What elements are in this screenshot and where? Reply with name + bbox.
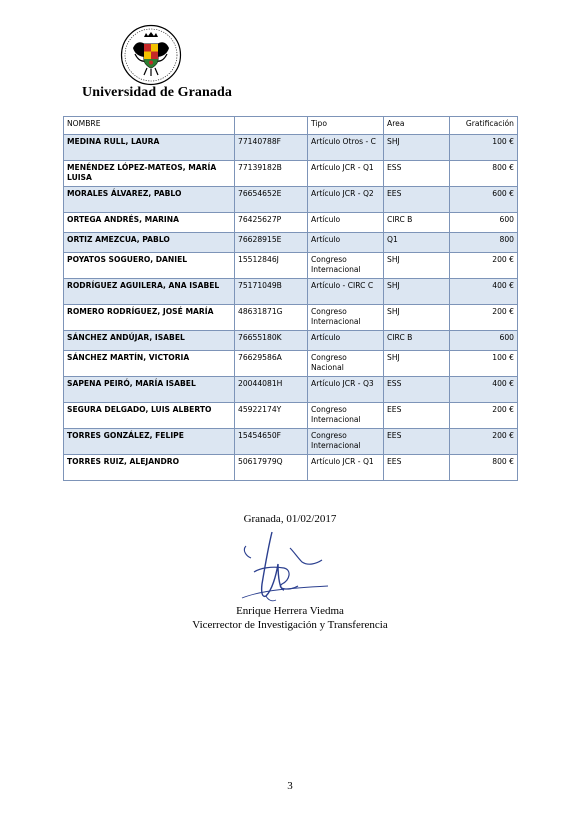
signer-name: Enrique Herrera Viedma	[236, 605, 344, 617]
table-row	[64, 213, 518, 233]
cell-amount: 400 €	[450, 377, 518, 403]
cell-tipo: Congreso Internacional	[308, 429, 384, 455]
page-number: 3	[287, 780, 293, 792]
cell-area: EES	[384, 403, 450, 429]
cell-tipo: Artículo	[308, 331, 384, 351]
cell-amount: 200 €	[450, 403, 518, 429]
cell-amount: 200 €	[450, 429, 518, 455]
cell-id: 76628915E	[235, 233, 308, 253]
cell-amount: 600 €	[450, 187, 518, 213]
cell-id: 15454650F	[235, 429, 308, 455]
cell-id: 75171049B	[235, 279, 308, 305]
cell-name: MORALES ÁLVAREZ, PABLO	[64, 187, 235, 213]
cell-name: RODRÍGUEZ AGUILERA, ANA ISABEL	[64, 279, 235, 305]
table-row	[64, 161, 518, 187]
cell-id: 77139182B	[235, 161, 308, 187]
cell-amount: 200 €	[450, 253, 518, 279]
cell-area: ESS	[384, 161, 450, 187]
cell-tipo: Congreso Internacional	[308, 253, 384, 279]
table-row	[64, 377, 518, 403]
cell-area: SHJ	[384, 253, 450, 279]
cell-name: SEGURA DELGADO, LUIS ALBERTO	[64, 403, 235, 429]
cell-area: EES	[384, 187, 450, 213]
table-row	[64, 331, 518, 351]
cell-id: 15512846J	[235, 253, 308, 279]
cell-area: ESS	[384, 377, 450, 403]
place-date: Granada, 01/02/2017	[243, 513, 337, 525]
cell-name: TORRES GONZÁLEZ, FELIPE	[64, 429, 235, 455]
cell-amount: 800	[450, 233, 518, 253]
table-row	[64, 351, 518, 377]
column-header-nombre: NOMBRE	[64, 117, 235, 135]
cell-id: 76425627P	[235, 213, 308, 233]
cell-name: SÁNCHEZ MARTÍN, VICTORIA	[64, 351, 235, 377]
cell-amount: 600	[450, 331, 518, 351]
cell-name: ORTEGA ANDRÉS, MARINA	[64, 213, 235, 233]
cell-area: SHJ	[384, 351, 450, 377]
cell-id: 20044081H	[235, 377, 308, 403]
cell-id: 48631871G	[235, 305, 308, 331]
cell-name: SAPENA PEIRÓ, MARÍA ISABEL	[64, 377, 235, 403]
column-header-gratificacion: Gratificación	[450, 117, 518, 135]
cell-amount: 100 €	[450, 351, 518, 377]
cell-tipo: Artículo	[308, 233, 384, 253]
table-row	[64, 403, 518, 429]
cell-name: ROMERO RODRÍGUEZ, JOSÉ MARÍA	[64, 305, 235, 331]
signer-title: Vicerrector de Investigación y Transferencia	[192, 619, 388, 631]
column-header-tipo: Tipo	[308, 117, 384, 135]
cell-amount: 600	[450, 213, 518, 233]
cell-tipo: Congreso Nacional	[308, 351, 384, 377]
cell-id: 76629586A	[235, 351, 308, 377]
cell-area: EES	[384, 429, 450, 455]
cell-tipo: Congreso Internacional	[308, 305, 384, 331]
cell-area: SHJ	[384, 279, 450, 305]
table-row	[64, 253, 518, 279]
table-row	[64, 135, 518, 161]
cell-tipo: Artículo	[308, 213, 384, 233]
cell-tipo: Artículo JCR - Q3	[308, 377, 384, 403]
cell-id: 45922174Y	[235, 403, 308, 429]
cell-name: MEDINA RULL, LAURA	[64, 135, 235, 161]
cell-tipo: Artículo - CIRC C	[308, 279, 384, 305]
cell-amount: 800 €	[450, 161, 518, 187]
cell-area: CIRC B	[384, 213, 450, 233]
cell-amount: 200 €	[450, 305, 518, 331]
cell-name: TORRES RUIZ, ALEJANDRO	[64, 455, 235, 481]
table-row	[64, 187, 518, 213]
table-row	[64, 455, 518, 481]
cell-id: 77140788F	[235, 135, 308, 161]
cell-area: SHJ	[384, 305, 450, 331]
cell-amount: 400 €	[450, 279, 518, 305]
column-header-id	[235, 117, 308, 135]
cell-id: 76655180K	[235, 331, 308, 351]
signer-block	[0, 604, 580, 632]
cell-amount: 100 €	[450, 135, 518, 161]
handwritten-signature	[232, 528, 332, 604]
cell-amount: 800 €	[450, 455, 518, 481]
gratification-table	[63, 116, 518, 481]
cell-tipo: Artículo JCR - Q2	[308, 187, 384, 213]
cell-tipo: Congreso Internacional	[308, 403, 384, 429]
column-header-area: Area	[384, 117, 450, 135]
university-crest-icon	[119, 24, 183, 86]
cell-area: SHJ	[384, 135, 450, 161]
cell-area: CIRC B	[384, 331, 450, 351]
table-row	[64, 305, 518, 331]
cell-area: EES	[384, 455, 450, 481]
cell-tipo: Artículo Otros - C	[308, 135, 384, 161]
cell-tipo: Artículo JCR - Q1	[308, 455, 384, 481]
cell-area: Q1	[384, 233, 450, 253]
table-row	[64, 233, 518, 253]
cell-tipo: Artículo JCR - Q1	[308, 161, 384, 187]
table-header-row	[64, 117, 518, 135]
cell-name: POYATOS SOGUERO, DANIEL	[64, 253, 235, 279]
cell-name: MENÉNDEZ LÓPEZ-MATEOS, MARÍA LUISA	[64, 161, 235, 187]
cell-id: 76654652E	[235, 187, 308, 213]
cell-name: ORTIZ AMEZCUA, PABLO	[64, 233, 235, 253]
university-name: Universidad de Granada	[82, 85, 232, 100]
cell-id: 50617979Q	[235, 455, 308, 481]
cell-name: SÁNCHEZ ANDÚJAR, ISABEL	[64, 331, 235, 351]
table-row	[64, 429, 518, 455]
table-row	[64, 279, 518, 305]
